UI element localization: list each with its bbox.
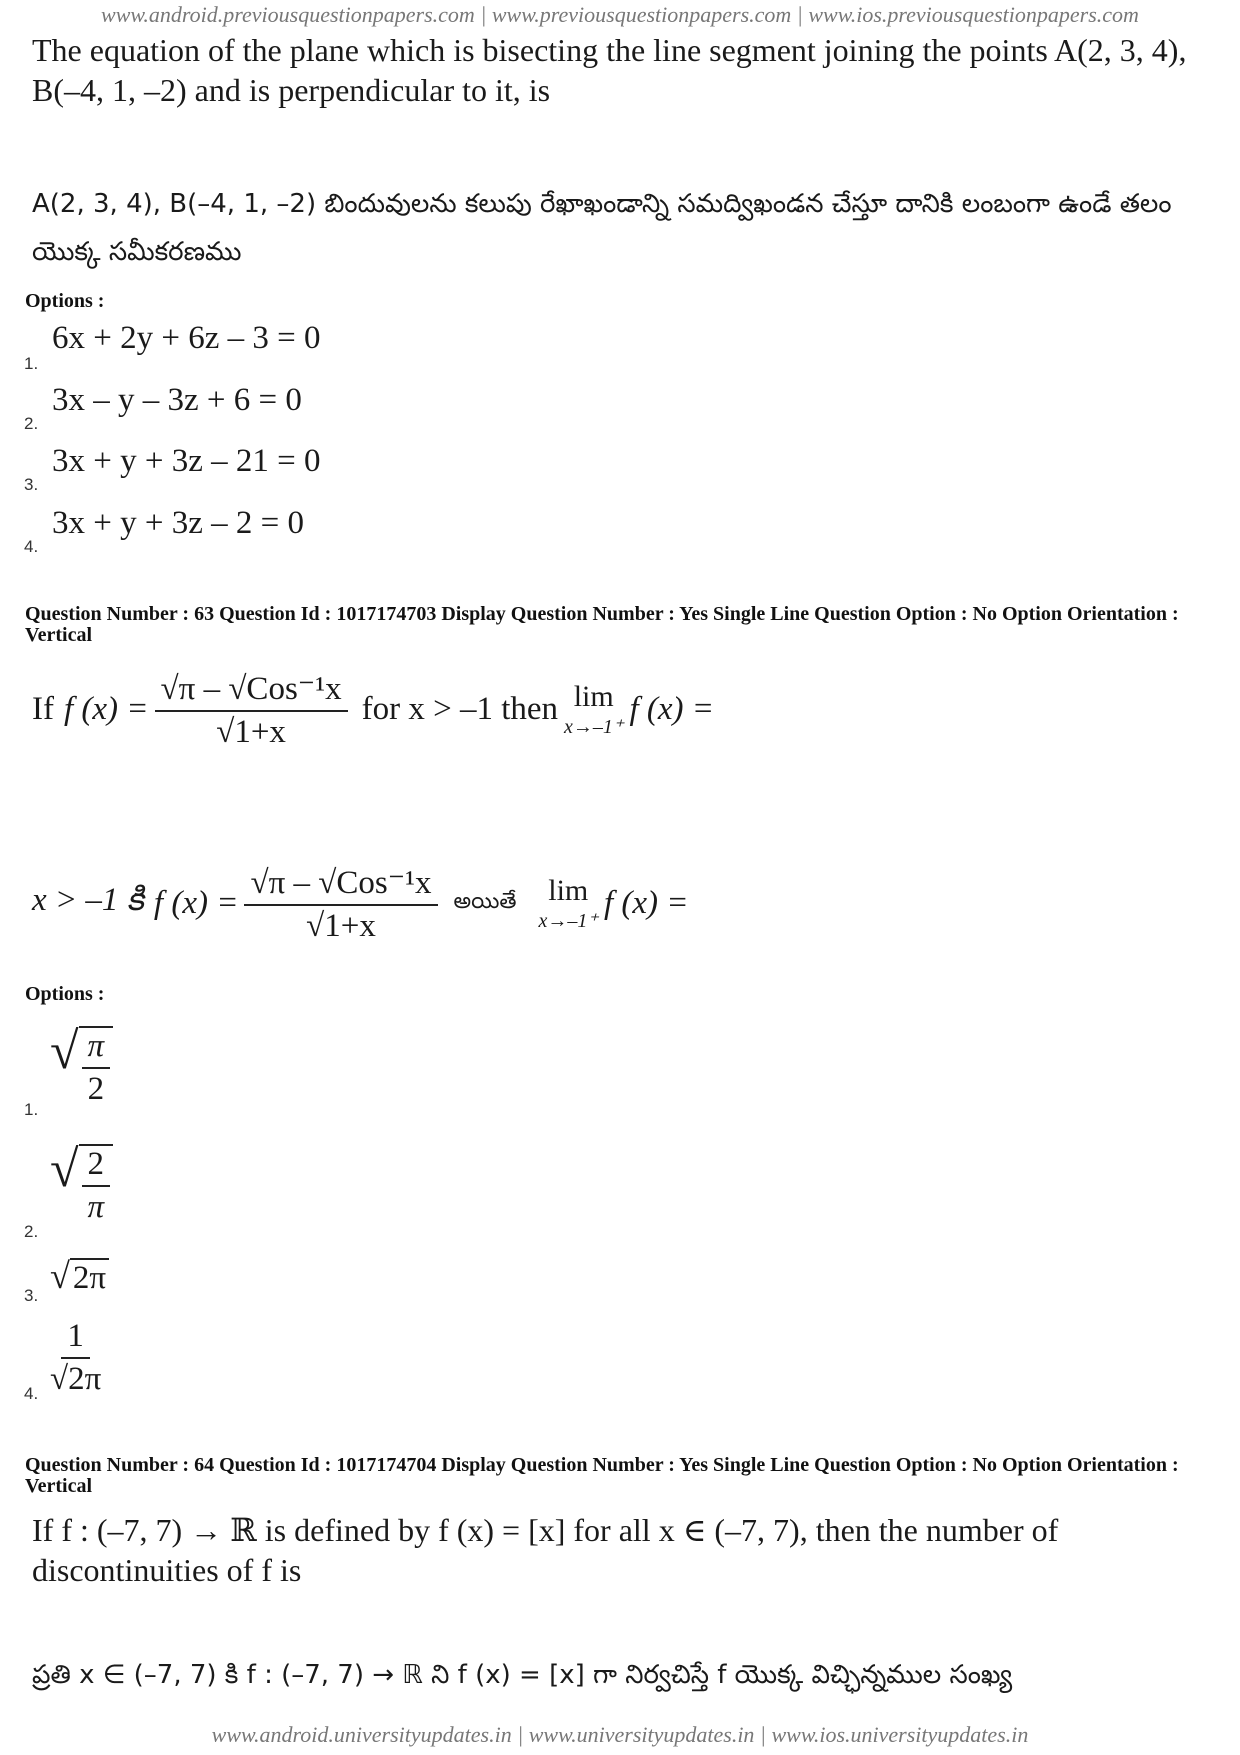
radicand: 2π	[70, 1258, 109, 1297]
lim-subscript: x→–1⁺	[564, 716, 624, 738]
lim-word: lim	[573, 680, 614, 713]
limit-function: f (x) =	[629, 691, 715, 727]
limit	[539, 874, 598, 933]
option-equation: 3x + y + 3z – 21 = 0	[52, 443, 321, 479]
option-number: 2.	[24, 1222, 39, 1241]
numerator: π	[82, 1028, 111, 1069]
header-watermark: www.android.previousquestionpapers.com | www.previousquestionpapers.com | www.ios.previousquestionpapers.com	[101, 2, 1139, 27]
q64-question-english: If f : (–7, 7) → ℝ is defined by f (x) = [x] for all x ∈ (–7, 7), then the number of discontinuities of f is	[32, 1512, 1059, 1588]
q63-option-3[interactable]	[24, 1256, 224, 1306]
option-number: 3.	[24, 475, 39, 494]
ayite-word: అయితే	[453, 888, 517, 914]
radical-sign: √	[50, 1023, 79, 1080]
radical-sign: √	[50, 1256, 70, 1296]
numerator: 2	[82, 1146, 111, 1187]
q63-question-english	[32, 668, 714, 751]
option-number: 2.	[24, 414, 39, 433]
footer-watermark: www.android.universityupdates.in | www.universityupdates.in | www.ios.universityupdates.in	[211, 1722, 1029, 1747]
numerator: √π – √Cos⁻¹x	[244, 862, 437, 906]
numerator: 1	[61, 1318, 90, 1359]
option-number: 4.	[24, 537, 39, 556]
denominator: 2	[87, 1071, 105, 1107]
q62-options-label: Options :	[25, 290, 105, 312]
condition-text: for x > –1 then	[361, 691, 559, 727]
fraction	[79, 1144, 114, 1226]
q63-option-2[interactable]	[24, 1140, 224, 1240]
q62-question-telugu: A(2, 3, 4), B(–4, 1, –2) బిందువులను కలుపు రేఖాఖండాన్ని సమద్విఖండన చేస్తూ దానికి లంబంగా ఉండే తలం యొక్క సమీకరణము	[32, 189, 1172, 267]
q64-question-telugu: ప్రతి x ∈ (–7, 7) కి f : (–7, 7) → ℝ ని f (x) = [x] గా నిర్వచిస్తే f యొక్క విచ్ఛిన్నముల సంఖ్య	[32, 1660, 1013, 1690]
lim-word: lim	[548, 874, 589, 907]
option-number: 1.	[24, 1100, 39, 1119]
option-equation: 3x + y + 3z – 2 = 0	[52, 505, 304, 541]
denominator: √2π	[50, 1361, 102, 1397]
function-lhs: f (x) =	[63, 691, 149, 727]
denominator: π	[87, 1189, 105, 1225]
option-number: 3.	[24, 1286, 39, 1305]
radical-sign: √	[50, 1141, 79, 1198]
fraction	[50, 1318, 101, 1398]
if-word: If	[32, 691, 54, 727]
q64-meta: Question Number : 64 Question Id : 1017174704 Display Question Number : Yes Single Line Question Option : No Option Orientation : Vertical	[25, 1454, 1179, 1497]
limit-function: f (x) =	[603, 885, 689, 921]
limit	[564, 680, 623, 739]
fraction	[155, 668, 348, 751]
fraction	[79, 1026, 114, 1108]
option-equation: 6x + 2y + 6z – 3 = 0	[52, 320, 321, 356]
numerator: √π – √Cos⁻¹x	[155, 668, 348, 712]
option-number: 4.	[24, 1384, 39, 1403]
q63-meta: Question Number : 63 Question Id : 1017174703 Display Question Number : Yes Single Line Question Option : No Option Orientation : Vertical	[25, 603, 1179, 646]
option-equation: 3x – y – 3z + 6 = 0	[52, 382, 302, 418]
q62-question-english: The equation of the plane which is bisecting the line segment joining the points A(2, 3, 4), B(–4, 1, –2) and is perpendicular to it, is	[32, 32, 1187, 108]
denominator: √1+x	[306, 908, 376, 944]
q63-question-telugu	[32, 862, 689, 945]
option-root	[50, 1258, 109, 1297]
telugu-condition: x > –1 కి	[32, 882, 144, 918]
fraction	[244, 862, 437, 945]
option-root-fraction	[50, 1023, 113, 1108]
option-number: 1.	[24, 354, 39, 373]
q63-option-1[interactable]	[24, 1020, 224, 1120]
option-root-fraction	[50, 1141, 113, 1226]
denominator: √1+x	[216, 714, 286, 750]
function-lhs: f (x) =	[153, 885, 239, 921]
q63-options-label: Options :	[25, 983, 105, 1005]
lim-subscript: x→–1⁺	[538, 910, 598, 932]
q63-option-4[interactable]	[24, 1318, 224, 1403]
